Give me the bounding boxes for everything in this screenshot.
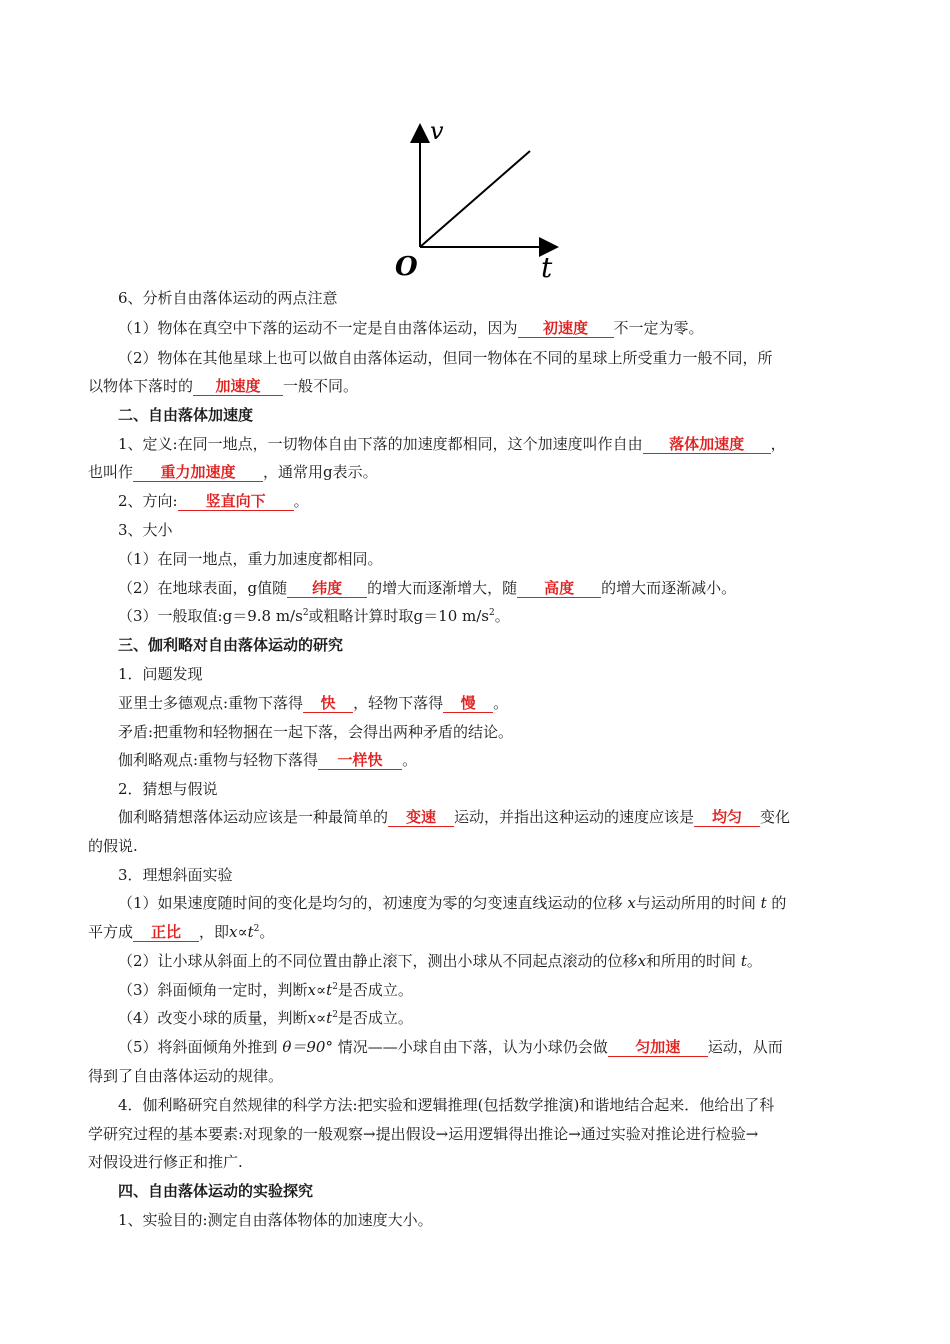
sec3-e5-cont: 得到了自由落体运动的规律。 <box>88 1067 284 1085</box>
answer-blank: 变速 <box>388 808 454 827</box>
sec4-p1: 1、实验目的:测定自由落体物体的加速度大小。 <box>118 1211 433 1229</box>
sec3-guess: 伽利略猜想落体运动应该是一种最简单的 变速 运动，并指出这种运动的速度应该是 均匀 变化 <box>118 808 791 826</box>
sec2-size2: （2）在地球表面，g值随 纬度 的增大而逐渐增大，随 高度 的增大而逐渐减小。 <box>118 579 737 597</box>
answer-blank: 慢 <box>443 694 493 713</box>
s6-p2-cont: 以物体下落时的 加速度 一般不同。 <box>88 377 359 395</box>
v-axis-label: v <box>430 117 444 145</box>
answer-blank: 纬度 <box>287 579 367 598</box>
sec2-def-cont: 也叫作 重力加速度 ，通常用g表示。 <box>88 463 378 481</box>
sec3-e1-cont: 平方成 正比 ，即$x\propto t^2$。 <box>88 923 275 941</box>
sec2-heading: 二、自由落体加速度 <box>118 406 254 424</box>
answer-blank: 加速度 <box>193 377 283 396</box>
sec3-exp-title: 3．理想斜面实验 <box>118 866 233 884</box>
sec3-method-1: 4．伽利略研究自然规律的科学方法:把实验和逻辑推理(包括数学推演)和谐地结合起来．他给出了科 <box>118 1096 775 1114</box>
sec2-size1: （1）在同一地点，重力加速度都相同。 <box>118 550 383 568</box>
answer-blank: 均匀 <box>694 808 760 827</box>
v-t-line <box>420 151 530 247</box>
sec3-e4: （4）改变小球的质量，判断$x\propto t^2$是否成立。 <box>118 1009 413 1027</box>
sec3-e2: （2）让小球从斜面上的不同位置由静止滚下，测出小球从不同起点滚动的位移x和所用的时间 t。 <box>118 952 762 970</box>
sec3-guess-title: 2．猜想与假说 <box>118 780 218 798</box>
answer-blank: 高度 <box>517 579 601 598</box>
answer-blank: 落体加速度 <box>643 435 771 454</box>
s6-p1: （1）物体在真空中下落的运动不一定是自由落体运动，因为 初速度 不一定为零。 <box>118 319 704 337</box>
sec3-method-3: 对假设进行修正和推广. <box>88 1153 243 1171</box>
answer-blank: 一样快 <box>318 751 402 770</box>
sec3-q-title: 1．问题发现 <box>118 665 203 683</box>
answer-blank: 初速度 <box>518 319 614 338</box>
answer-blank: 重力加速度 <box>133 463 263 482</box>
origin-label: O <box>395 252 418 282</box>
sec2-def: 1、定义:在同一地点，一切物体自由下落的加速度都相同，这个加速度叫作自由 落体加速度 ， <box>118 435 786 453</box>
sec2-size-title: 3、大小 <box>118 521 173 539</box>
sec2-direction: 2、方向: 竖直向下 。 <box>118 492 309 510</box>
sec3-e1: （1）如果速度随时间的变化是均匀的，初速度为零的匀变速直线运动的位移 x与运动所用的时间 t 的 <box>118 894 787 912</box>
sec3-contradiction: 矛盾:把重物和轻物捆在一起下落，会得出两种矛盾的结论。 <box>118 723 514 741</box>
s6-title: 6、分析自由落体运动的两点注意 <box>118 289 338 307</box>
answer-blank: 正比 <box>133 923 199 942</box>
t-axis-label: t <box>541 251 553 284</box>
answer-blank: 匀加速 <box>608 1038 708 1057</box>
sec4-heading: 四、自由落体运动的实验探究 <box>118 1182 314 1200</box>
sec3-e3: （3）斜面倾角一定时，判断$x\propto t^2$是否成立。 <box>118 981 413 999</box>
sec2-size3: （3）一般取值:g＝9.8 $m/s^2$或粗略计算时取g＝10 $m/s^2$。 <box>118 607 510 625</box>
sec3-e5: （5）将斜面倾角外推到 θ＝90° 情况——小球自由下落，认为小球仍会做 匀加速 运动，从而 <box>118 1038 783 1056</box>
sec3-method-2: 学研究过程的基本要素:对现象的一般观察→提出假设→运用逻辑得出推论→通过实验对推论进行检验→ <box>88 1125 759 1143</box>
v-t-graph <box>385 115 565 285</box>
s6-p2: （2）物体在其他星球上也可以做自由落体运动，但同一物体在不同的星球上所受重力一般不同，所 <box>118 349 773 367</box>
answer-blank: 快 <box>303 694 353 713</box>
sec3-heading: 三、伽利略对自由落体运动的研究 <box>118 636 344 654</box>
sec3-aristotle: 亚里士多德观点:重物下落得 快 ，轻物下落得 慢 。 <box>118 694 509 712</box>
answer-blank: 竖直向下 <box>178 492 294 511</box>
sec3-galileo: 伽利略观点:重物与轻物下落得 一样快 。 <box>118 751 418 769</box>
sec3-guess-cont: 的假说. <box>88 837 138 855</box>
